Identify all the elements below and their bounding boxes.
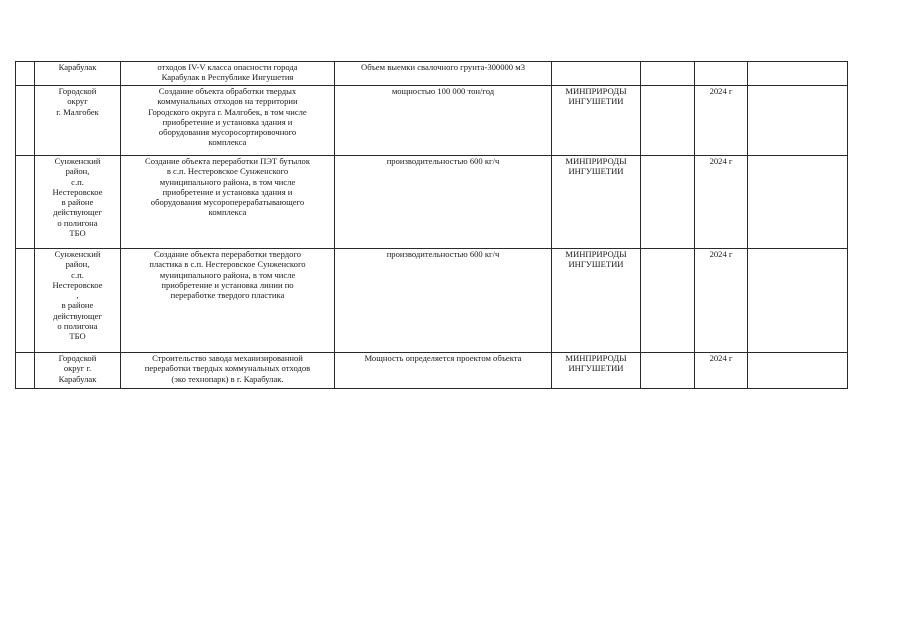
note-cell — [748, 249, 848, 353]
capacity-cell: производительностью 600 кг/ч — [335, 249, 552, 353]
capacity-cell: производительностью 600 кг/ч — [335, 156, 552, 249]
description-cell: Создание объекта переработки твердого пластика в с.п. Нестеровское Сунженского муниципального района, в том числе приобретение и установка линии по переработке твердого пластика — [121, 249, 335, 353]
ministry-cell: МИНПРИРОДЫ ИНГУШЕТИИ — [552, 156, 641, 249]
blank-cell — [641, 156, 695, 249]
year-cell: 2024 г — [695, 86, 748, 156]
note-cell — [748, 156, 848, 249]
note-cell — [748, 86, 848, 156]
territory-cell: Городской округ г. Малгобек — [35, 86, 121, 156]
blank-cell — [641, 86, 695, 156]
table-row — [16, 86, 848, 156]
ministry-cell: МИНПРИРОДЫ ИНГУШЕТИИ — [552, 86, 641, 156]
table-row — [16, 249, 848, 353]
capacity-cell: Мощность определяется проектом объекта — [335, 353, 552, 389]
ministry-cell: МИНПРИРОДЫ ИНГУШЕТИИ — [552, 353, 641, 389]
territory-cell: Сунженский район, с.п. Нестеровское в районе действующег о полигона ТБО — [35, 156, 121, 249]
year-cell: 2024 г — [695, 353, 748, 389]
year-cell — [695, 62, 748, 86]
capacity-cell: Объем выемки свалочного грунта-300000 м3 — [335, 62, 552, 86]
territory-cell: Карабулак — [35, 62, 121, 86]
note-cell — [748, 62, 848, 86]
ministry-cell — [552, 62, 641, 86]
description-cell: отходов IV-V класса опасности города Карабулак в Республике Ингушетия — [121, 62, 335, 86]
row-number-cell — [16, 249, 35, 353]
blank-cell — [641, 249, 695, 353]
table-row — [16, 353, 848, 389]
year-cell: 2024 г — [695, 249, 748, 353]
territory-cell: Городской округ г. Карабулак — [35, 353, 121, 389]
measures-table — [15, 61, 848, 389]
row-number-cell — [16, 86, 35, 156]
note-cell — [748, 353, 848, 389]
description-cell: Создание объекта обработки твердых коммунальных отходов на территории Городского округа г. Малгобек, в том числе приобретение и установка здания и оборудования мусоросортировочного комплекса — [121, 86, 335, 156]
description-cell: Строительство завода механизированной переработки твердых коммунальных отходов (эко технопарк) в г. Карабулак. — [121, 353, 335, 389]
capacity-cell: мощностью 100 000 тон/год — [335, 86, 552, 156]
row-number-cell — [16, 156, 35, 249]
row-number-cell — [16, 353, 35, 389]
ministry-cell: МИНПРИРОДЫ ИНГУШЕТИИ — [552, 249, 641, 353]
blank-cell — [641, 62, 695, 86]
table-row — [16, 156, 848, 249]
blank-cell — [641, 353, 695, 389]
year-cell: 2024 г — [695, 156, 748, 249]
territory-cell: Сунженский район, с.п. Нестеровское , в районе действующег о полигона ТБО — [35, 249, 121, 353]
description-cell: Создание объекта переработки ПЭТ бутылок в с.п. Нестеровское Сунженского муниципального района, в том числе приобретение и установка здания и оборудования мусороперерабатывающего комплекса — [121, 156, 335, 249]
row-number-cell — [16, 62, 35, 86]
table-row — [16, 62, 848, 86]
